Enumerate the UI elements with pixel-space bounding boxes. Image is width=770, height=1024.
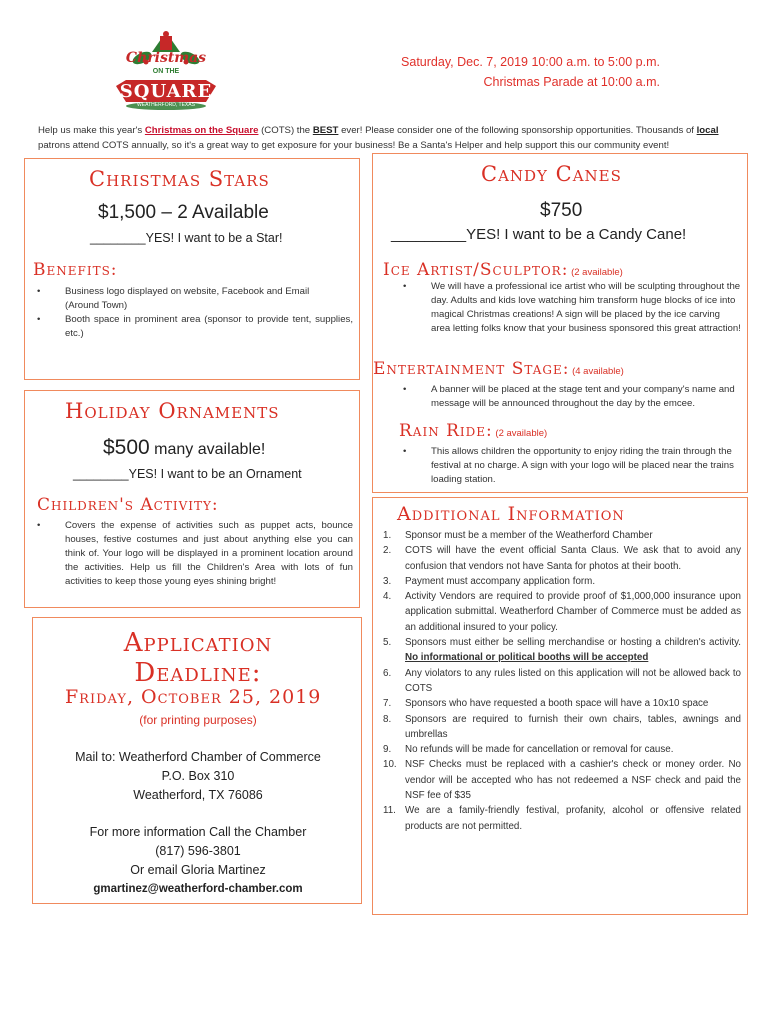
childrens-activity-item: • Covers the expense of activities such as puppet acts, bounce houses, festive costumes and just about anything else you can think of. Your logo will be displayed in a prominent location around the activities. Help us fill the Children's Area with lots of fun activities to keep those young eyes shining bright!: [25, 519, 353, 589]
ornaments-price-amount: $500: [103, 436, 150, 459]
info-line: For more information Call the Chamber: [89, 825, 307, 839]
additional-info-text: COTS will have the event official Santa Claus. We ask that to avoid any confusion that vendors not have Santa for photos at their booth.: [405, 545, 741, 572]
event-parade-time: Christmas Parade at 10:00 a.m.: [483, 75, 660, 89]
entertainment-stage-title: Entertainment Stage:: [373, 359, 570, 379]
rain-ride-item: • This allows children the opportunity to enjoy riding the train through the festival at no charge. A sign with your logo will be placed near the trains loading station.: [391, 445, 741, 487]
intro-local: local: [696, 125, 719, 136]
additional-info-item: [373, 742, 741, 757]
deadline-note: (for printing purposes): [139, 713, 257, 727]
entertainment-stage-heading: [373, 359, 624, 379]
childrens-activity-list: [25, 519, 353, 589]
additional-info-item: [373, 574, 741, 589]
christmas-stars-signup-line[interactable]: ________YES! I want to be a Star!: [90, 231, 283, 245]
christmas-stars-box: [24, 158, 360, 380]
intro-text-1: Help us make this year's: [38, 125, 145, 136]
application-deadline-box: [32, 617, 362, 904]
christmas-stars-price: $1,500 – 2 Available: [98, 202, 269, 223]
additional-info-text: Sponsors must either be selling merchandise or hosting a children's activity.: [405, 637, 741, 649]
ornaments-price-suffix: many available!: [149, 441, 266, 458]
rain-ride-heading: [399, 421, 547, 441]
ice-artist-list: [391, 280, 741, 336]
logo-square-text: SQUARE: [119, 81, 213, 102]
event-date-time: Saturday, Dec. 7, 2019 10:00 a.m. to 5:00 p.m.: [401, 55, 660, 69]
additional-info-item: [373, 635, 741, 666]
additional-info-text: Sponsor must be a member of the Weatherford Chamber: [405, 530, 653, 541]
rain-ride-list: [391, 445, 741, 487]
additional-info-item: [373, 543, 741, 574]
additional-info-text: We are a family-friendly festival, profanity, alcohol or offensive related products are not permitted.: [405, 805, 741, 832]
additional-info-text: NSF Checks must be replaced with a cashier's check or money order. No vendor will be accepted who has not redeemed a NSF check and paid the NSF fee of $35: [405, 759, 741, 802]
city-line: Weatherford, TX 76086: [133, 788, 263, 802]
additional-information-box: [372, 497, 748, 915]
intro-text-3: ever! Please consider one of the following sponsorship opportunities. Thousands of: [338, 125, 697, 136]
intro-text-4: patrons attend COTS annually, so it's a great way to get exposure for your business! Be a Santa's Helper and help support this our community event!: [38, 139, 670, 151]
event-details: [300, 52, 660, 92]
ice-artist-item: • We will have a professional ice artist who will be sculpting throughout the day. Adults and kids love watching him transform huge blocks of ice into magical Christmas creations! A sign will be placed by the ice carving area letting folks know that your business sponsored this great attraction!: [391, 280, 741, 336]
benefit-item: • Business logo displayed on website, Facebook and Email (Around Town): [25, 285, 353, 313]
holiday-ornaments-price: [103, 436, 265, 460]
additional-info-text: No refunds will be made for cancellation or removal for cause.: [405, 744, 674, 756]
entertainment-stage-availability: (4 available): [569, 366, 624, 377]
entertainment-stage-item: • A banner will be placed at the stage tent and your company's name and message will be announced throughout the day by the emcee.: [391, 383, 741, 411]
deadline-title-line2: Deadline:: [134, 658, 262, 688]
intro-best: BEST: [312, 125, 339, 136]
candy-canes-title: Candy Canes: [481, 162, 622, 186]
intro-cots-name: Christmas on the Square: [144, 125, 259, 136]
additional-info-item: [373, 696, 741, 711]
christmas-on-the-square-logo: [112, 30, 220, 112]
benefit-item: • Booth space in prominent area (sponsor to provide tent, supplies, etc.): [25, 313, 353, 341]
rain-ride-availability: (2 available): [492, 428, 548, 439]
phone-number[interactable]: (817) 596-3801: [155, 844, 241, 858]
additional-info-text: Activity Vendors are required to provide proof of $1,000,000 insurance upon application submittal. Weatherford Chamber of Commerce must be added as an additional insured to your policy.: [405, 591, 741, 633]
ice-artist-title: Ice Artist/Sculptor:: [383, 260, 569, 280]
logo-city-text: WEATHERFORD, TEXAS: [137, 102, 195, 108]
intro-text-2: (COTS) the: [258, 125, 313, 136]
intro-paragraph: [38, 124, 738, 153]
po-box-line: P.O. Box 310: [161, 769, 235, 783]
logo-on-the-text: ON THE: [152, 68, 180, 75]
candy-canes-price: $750: [540, 200, 583, 221]
additional-information-list: [373, 528, 741, 834]
additional-info-item: [373, 757, 741, 803]
rain-ride-title: Rain Ride:: [399, 421, 493, 441]
mail-to-line: Mail to: Weatherford Chamber of Commerce: [75, 750, 321, 764]
candy-canes-signup-line[interactable]: _________YES! I want to be a Candy Cane!: [391, 226, 687, 243]
contact-info: [33, 823, 363, 899]
holiday-ornaments-title: Holiday Ornaments: [65, 399, 280, 423]
ice-artist-availability: (2 available): [568, 267, 623, 278]
additional-info-item: [373, 589, 741, 635]
additional-info-item: [373, 803, 741, 834]
additional-info-text: Any violators to any rules listed on this application will not be allowed back to COTS: [405, 667, 741, 694]
email-address[interactable]: gmartinez@weatherford-chamber.com: [93, 883, 303, 895]
benefits-title: Benefits:: [33, 260, 118, 280]
additional-info-text: Sponsors are required to furnish their own chairs, tables, awnings and umbrellas: [405, 713, 741, 740]
additional-info-emphasis: No informational or political booths will be accepted: [405, 652, 649, 664]
mailing-address: [33, 748, 363, 805]
deadline-title: [33, 628, 363, 688]
additional-info-item: [373, 712, 741, 743]
deadline-date: Friday, October 25, 2019: [65, 686, 322, 708]
christmas-stars-title: Christmas Stars: [89, 167, 270, 191]
childrens-activity-title: Children's Activity:: [37, 495, 219, 515]
benefits-list: [25, 285, 353, 341]
email-contact-line: Or email Gloria Martinez: [130, 863, 266, 877]
deadline-title-line1: Application: [123, 628, 273, 658]
ice-artist-heading: [383, 260, 623, 280]
holiday-ornaments-box: [24, 390, 360, 608]
additional-information-title: Additional Information: [397, 503, 625, 525]
additional-info-item: [373, 528, 741, 543]
additional-info-text: Payment must accompany application form.: [405, 575, 596, 587]
candy-canes-box: [372, 153, 748, 493]
entertainment-stage-list: [391, 383, 741, 411]
ornaments-signup-line[interactable]: ________YES! I want to be an Ornament: [73, 467, 302, 481]
additional-info-text: Sponsors who have requested a booth space will have a 10x10 space: [405, 698, 709, 710]
additional-info-item: [373, 666, 741, 697]
logo-christmas-text: Christmas: [125, 50, 207, 66]
